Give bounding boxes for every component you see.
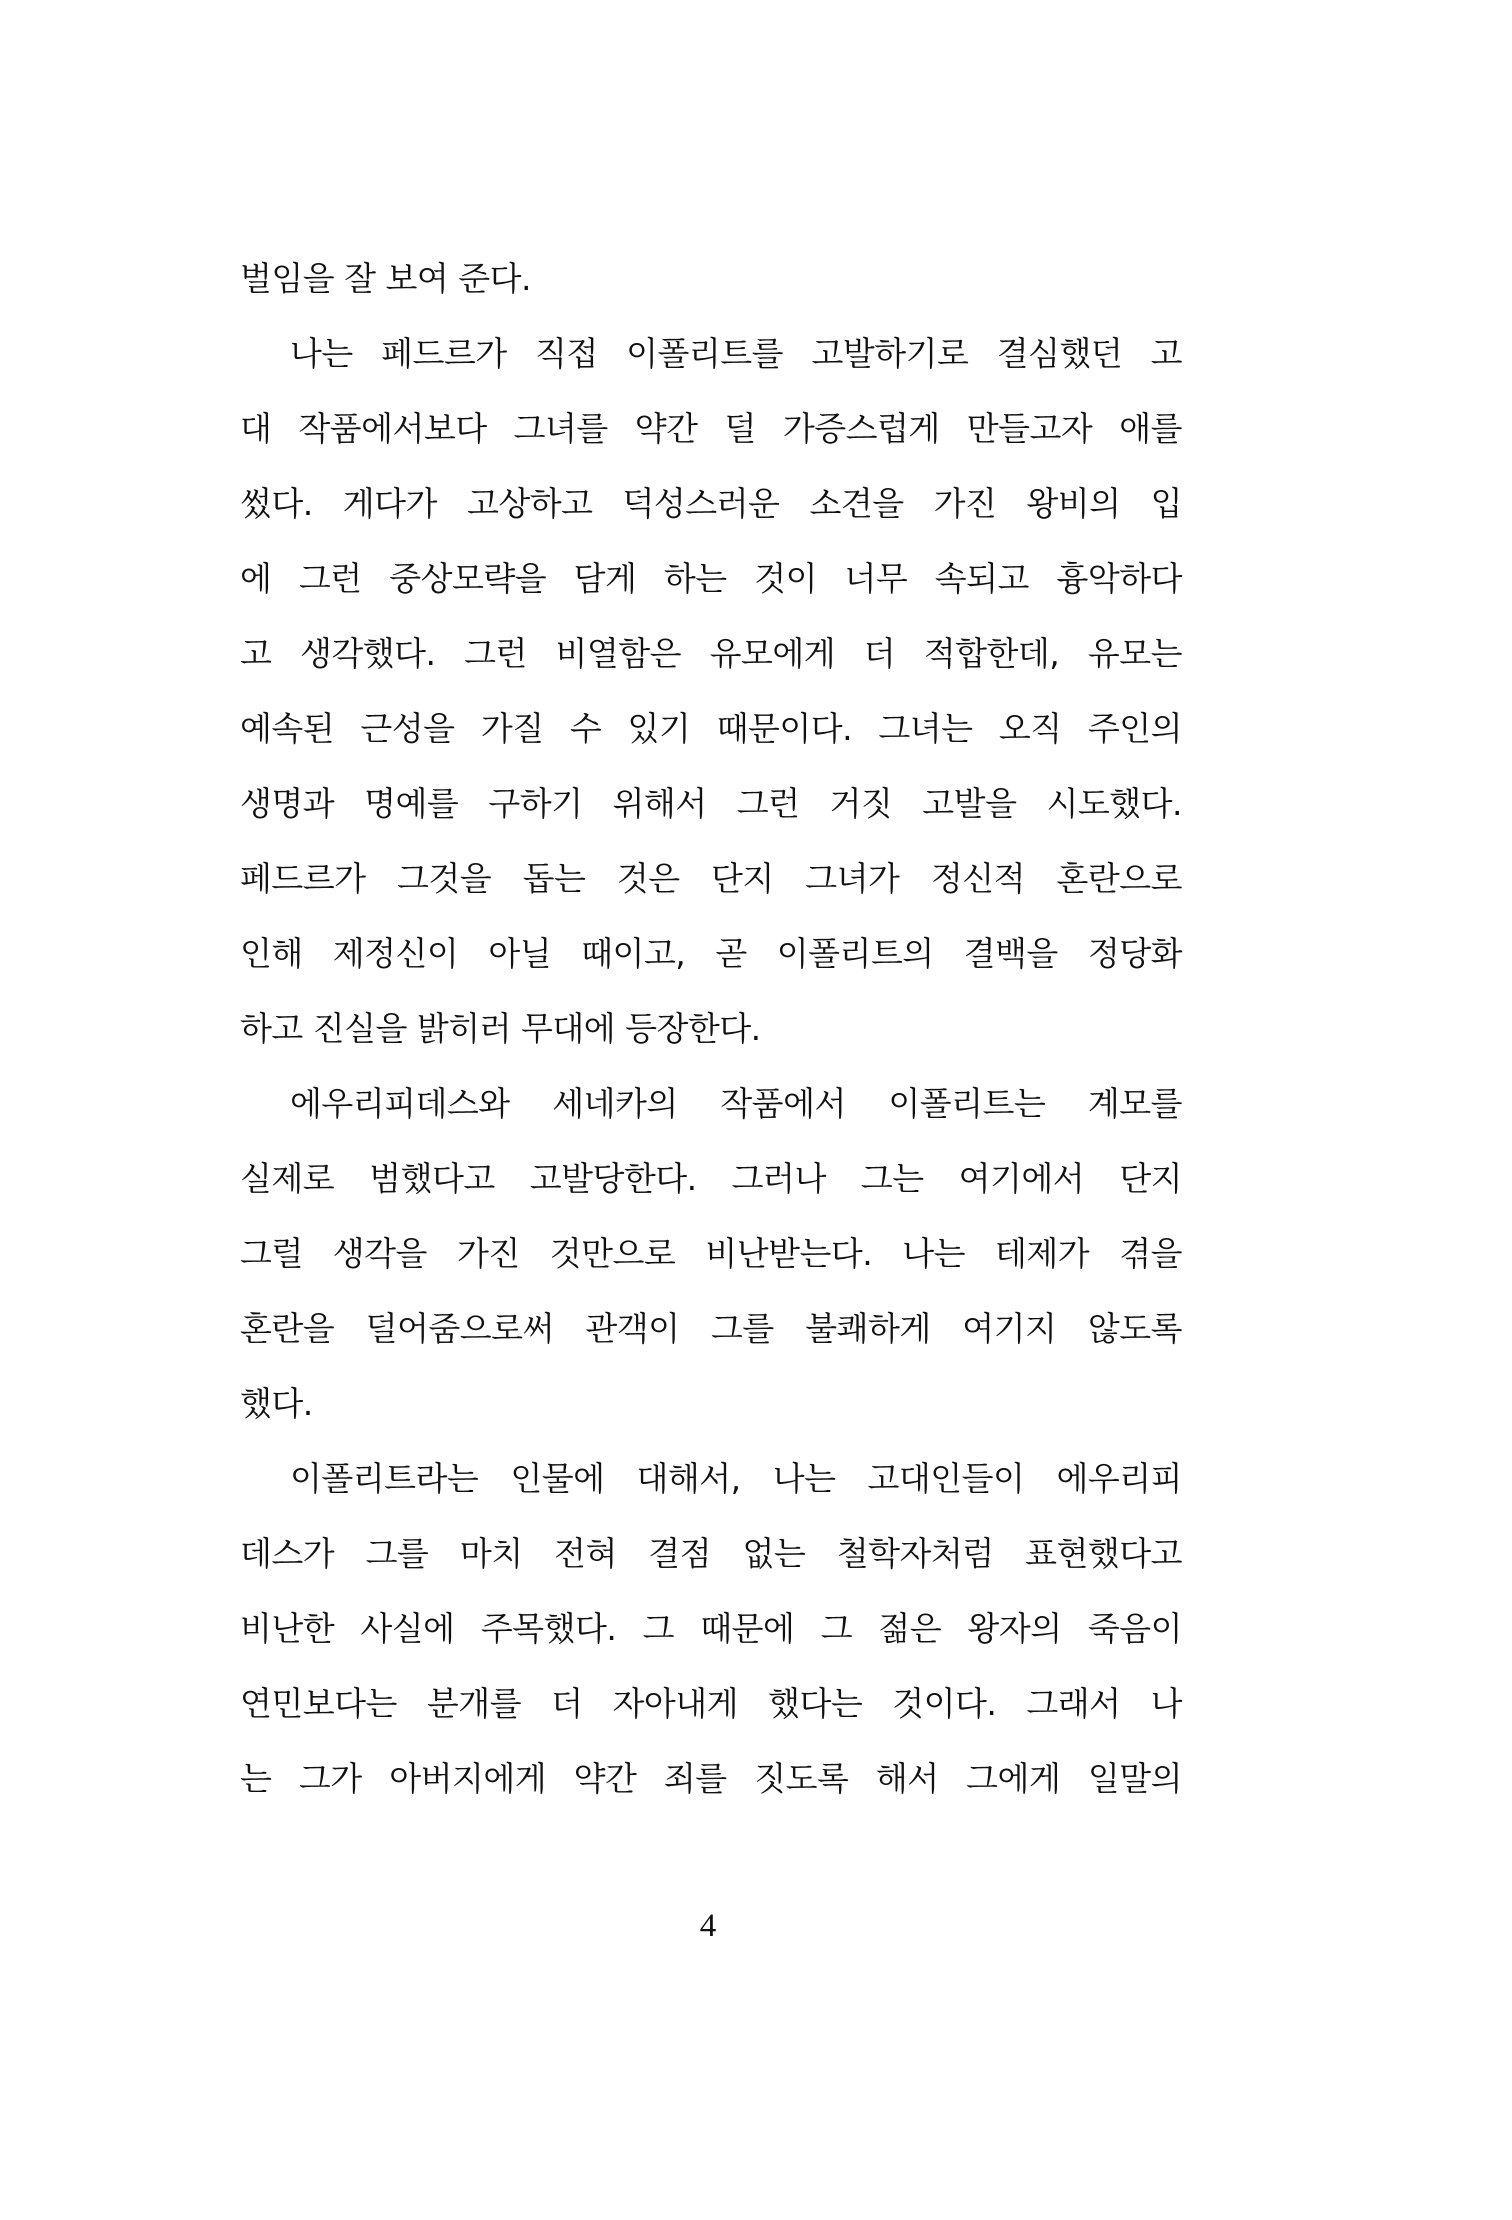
text-line: 에우리피데스와 세네카의 작품에서 이폴리트는 계모를 bbox=[290, 1084, 1182, 1123]
text-line: 썼다. 게다가 고상하고 덕성스러운 소견을 가진 왕비의 입 bbox=[240, 484, 1182, 523]
text-line: 데스가 그를 마치 전혀 결점 없는 철학자처럼 표현했다고 bbox=[240, 1534, 1182, 1573]
text-line: 벌임을 잘 보여 준다. bbox=[240, 259, 531, 298]
text-line: 고 생각했다. 그런 비열함은 유모에게 더 적합한데, 유모는 bbox=[240, 634, 1182, 673]
body-text bbox=[240, 241, 1182, 1816]
text-line: 비난한 사실에 주목했다. 그 때문에 그 젊은 왕자의 죽음이 bbox=[240, 1609, 1182, 1648]
text-line: 연민보다는 분개를 더 자아내게 했다는 것이다. 그래서 나 bbox=[240, 1684, 1182, 1723]
text-line: 대 작품에서보다 그녀를 약간 덜 가증스럽게 만들고자 애를 bbox=[240, 409, 1182, 448]
page-number: 4 bbox=[699, 1908, 717, 1944]
text-line: 페드르가 그것을 돕는 것은 단지 그녀가 정신적 혼란으로 bbox=[240, 859, 1182, 898]
text-line: 그럴 생각을 가진 것만으로 비난받는다. 나는 테제가 겪을 bbox=[240, 1234, 1182, 1273]
text-line: 에 그런 중상모략을 담게 하는 것이 너무 속되고 흉악하다 bbox=[240, 559, 1182, 598]
text-line: 예속된 근성을 가질 수 있기 때문이다. 그녀는 오직 주인의 bbox=[240, 709, 1182, 748]
text-line: 하고 진실을 밝히러 무대에 등장한다. bbox=[240, 1009, 761, 1048]
text-line: 했다. bbox=[240, 1384, 313, 1423]
text-line: 나는 페드르가 직접 이폴리트를 고발하기로 결심했던 고 bbox=[290, 334, 1182, 373]
text-line: 는 그가 아버지에게 약간 죄를 짓도록 해서 그에게 일말의 bbox=[240, 1759, 1182, 1798]
text-line: 실제로 범했다고 고발당한다. 그러나 그는 여기에서 단지 bbox=[240, 1159, 1182, 1198]
text-line: 이폴리트라는 인물에 대해서, 나는 고대인들이 에우리피 bbox=[290, 1459, 1182, 1498]
text-line: 혼란을 덜어줌으로써 관객이 그를 불쾌하게 여기지 않도록 bbox=[240, 1309, 1182, 1348]
text-line: 인해 제정신이 아닐 때이고, 곧 이폴리트의 결백을 정당화 bbox=[240, 934, 1182, 973]
text-line: 생명과 명예를 구하기 위해서 그런 거짓 고발을 시도했다. bbox=[240, 784, 1182, 823]
